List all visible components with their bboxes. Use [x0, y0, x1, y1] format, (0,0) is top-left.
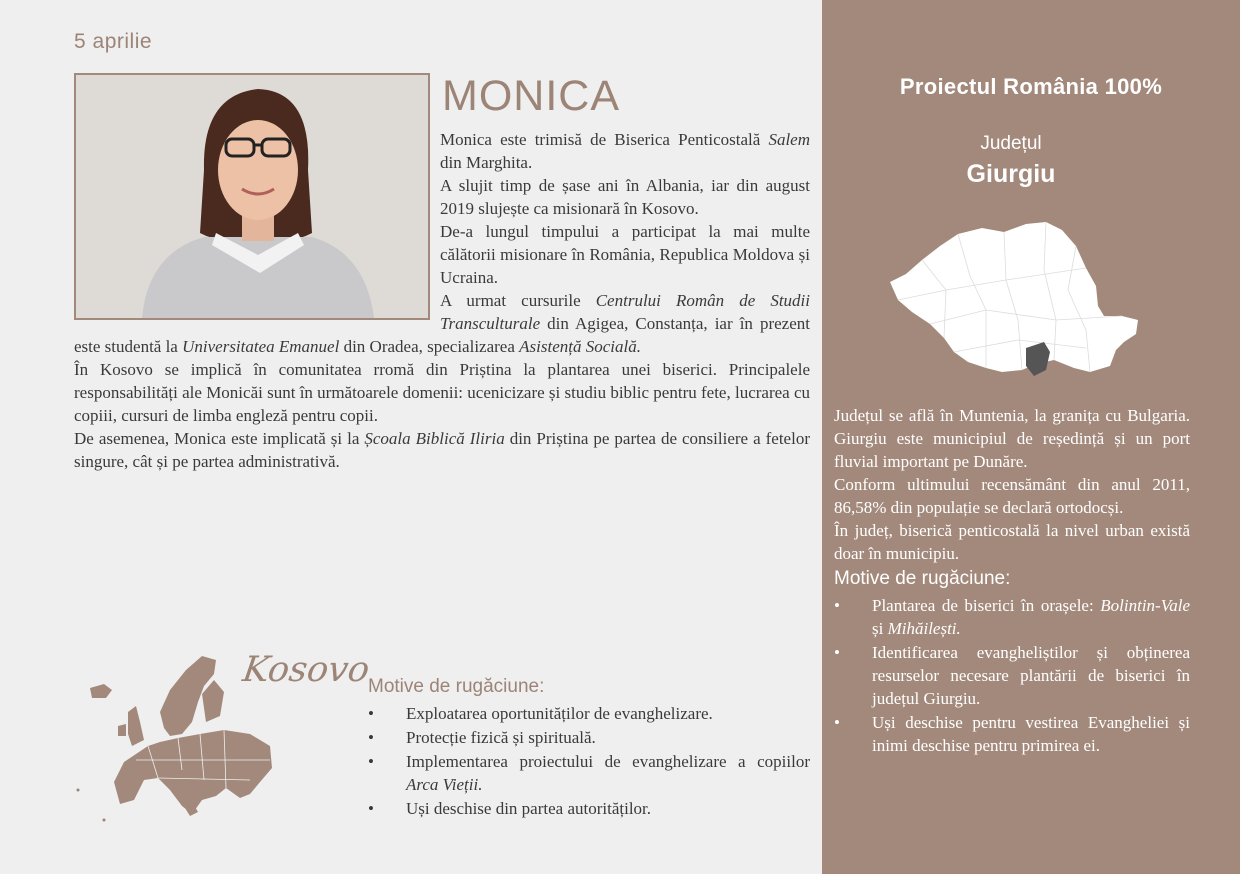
- prayer-item: • Exploatarea oportunităților de evanghelizare.: [368, 702, 810, 725]
- county-label: Județul: [980, 133, 1042, 154]
- date-heading: 5 aprilie: [74, 30, 153, 53]
- prayer-item: • Uși deschise din partea autorităților.: [368, 797, 810, 820]
- prayer-item-text: Plantarea de biserici în orașele:: [872, 596, 1101, 615]
- town-name: Bolintin-Vale: [1100, 596, 1190, 615]
- prayer-item-text: Implementarea proiectului de evanghelizare a copiilor: [406, 752, 810, 771]
- bio-text-part: din Oradea, specializarea: [339, 337, 520, 356]
- prayer-item: • Identificarea evangheliștilor și obținerea resurselor necesare plantării de biserici în județul Giurgiu.: [834, 641, 1190, 710]
- county-description: [834, 404, 1190, 758]
- right-panel: [822, 0, 1240, 874]
- prayer-item: • Uși deschise pentru vestirea Evangheliei și inimi deschise pentru primirea ei.: [834, 711, 1190, 757]
- bio-text-part: din Priștina pe partea de consiliere a fetelor singure, cât și pe partea administrativă.: [74, 429, 810, 471]
- town-name: Mihăilești.: [887, 619, 961, 638]
- church-name: Salem: [768, 130, 810, 149]
- county-paragraph: În județ, biserică penticostală la nivel urban există doar în municipiu.: [834, 521, 1190, 563]
- bio-text-part: Monica este trimisă de Biserica Penticostală: [440, 130, 769, 149]
- prayer-list: [368, 702, 810, 820]
- project-name: Arca Vieții.: [406, 775, 483, 794]
- bio-paragraph: În Kosovo se implică în comunitatea rromă din Priștina la plantarea unei biserici. Principalele responsabilități ale Monicăi sunt în următoarele domenii: ucenicizare și studiu biblic pentru fete, lucrarea cu copiii, cursuri de limba engleză pentru copii.: [74, 360, 810, 425]
- county-name: Giurgiu: [966, 160, 1056, 188]
- county-paragraph: Conform ultimului recensământ din anul 2011, 86,58% din populație se declară ortodocși.: [834, 475, 1190, 517]
- bio-text-part: din Marghita.: [440, 153, 533, 172]
- prayer-item: [834, 594, 1190, 640]
- county-paragraph: Județul se află în Muntenia, la granița cu Bulgaria. Giurgiu este municipiul de reședință și un port fluvial important pe Dunăre.: [834, 406, 1190, 471]
- bio-text-part: De asemenea, Monica este implicată și la: [74, 429, 365, 448]
- giurgiu-county: [1026, 342, 1050, 376]
- prayer-item: • Protecție fizică și spirituală.: [368, 726, 810, 749]
- romania-map: [886, 220, 1141, 380]
- bio-text: [74, 128, 810, 473]
- bio-paragraph: [74, 427, 810, 473]
- bio-paragraph: De-a lungul timpului a participat la mai multe călătorii misionare în România, Republica Moldova și Ucraina.: [440, 222, 810, 287]
- person-name: MONICA: [442, 72, 620, 120]
- specialization-name: Asistență Socială.: [519, 337, 641, 356]
- school-name: Centrului Român de Studii Transculturale: [440, 291, 811, 333]
- country-name: Kosovo: [240, 650, 372, 690]
- prayer-item-text: și: [872, 619, 888, 638]
- prayer-heading-county: Motive de rugăciune:: [834, 568, 1011, 589]
- bio-paragraph: A slujit timp de șase ani în Albania, iar din august 2019 slujește ca misionară în Kosovo.: [440, 176, 810, 218]
- bible-school-name: Școala Biblică Iliria: [364, 429, 505, 448]
- prayer-section-kosovo: [368, 676, 810, 821]
- bio-text-part: A urmat cursurile: [440, 291, 596, 310]
- prayer-heading: Motive de rugăciune:: [368, 676, 545, 697]
- prayer-list-county: [834, 594, 1190, 757]
- project-title: Proiectul România 100%: [899, 74, 1163, 99]
- prayer-item: [368, 750, 810, 796]
- university-name: Universitatea Emanuel: [182, 337, 340, 356]
- bio-text-part: din Agigea, Constanța, iar în prezent este studentă la: [74, 314, 810, 356]
- photo-spacer: [74, 128, 440, 322]
